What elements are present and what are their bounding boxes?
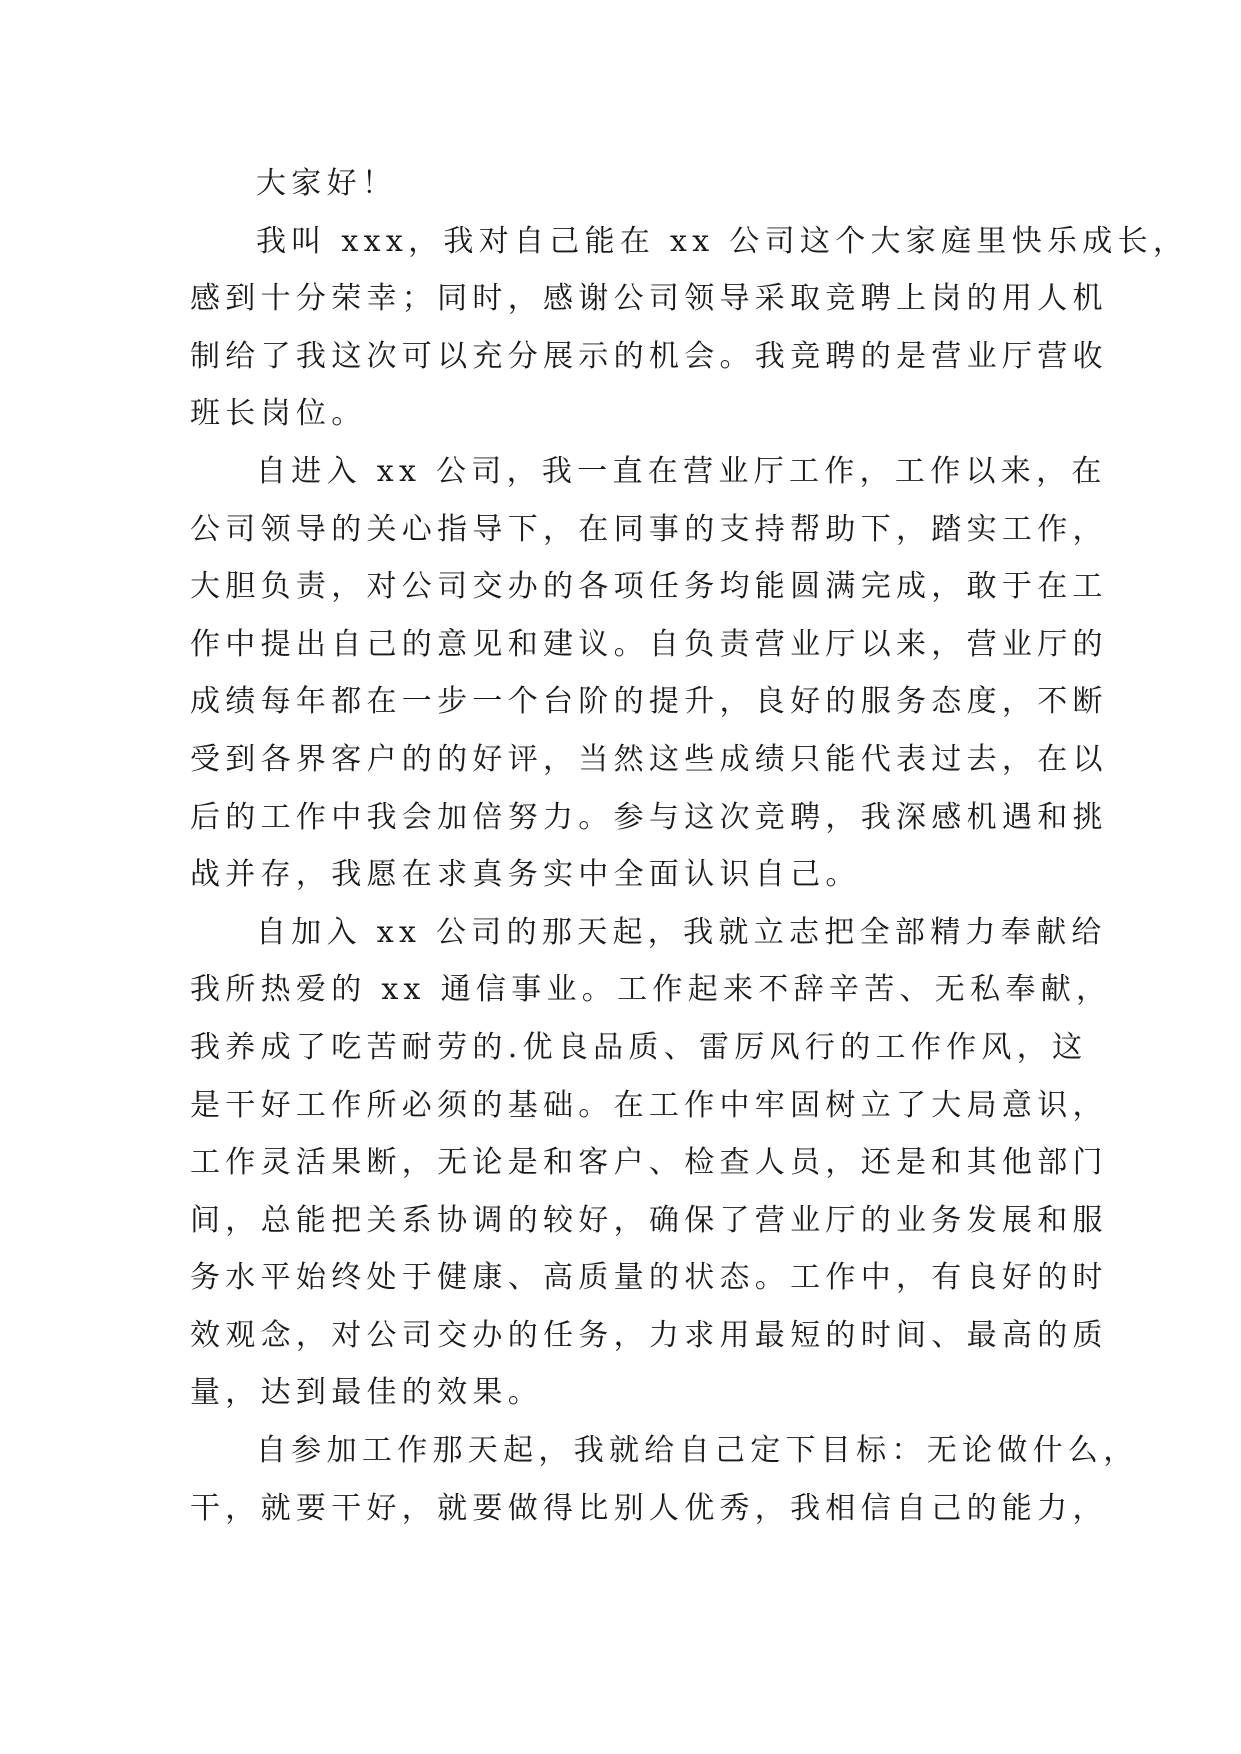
- paragraph-2-line: 自进入 xx 公司，我一直在营业厅工作，工作以来，在: [256, 453, 1107, 489]
- paragraph-1-line: 制给了我这次可以充分展示的机会。我竞聘的是营业厅营收: [190, 338, 1108, 374]
- paragraph-3-line: 务水平始终处于健康、高质量的状态。工作中，有良好的时: [190, 1260, 1108, 1296]
- paragraph-2-line: 战并存，我愿在求真务实中全面认识自己。: [190, 857, 861, 893]
- paragraph-1-line: 我叫 xxx，我对自己能在 xx 公司这个大家庭里快乐成长，: [256, 223, 1189, 259]
- greeting-line: 大家好！: [256, 166, 398, 201]
- paragraph-3-line: 效观念，对公司交办的任务，力求用最短的时间、最高的质: [190, 1317, 1108, 1353]
- paragraph-3-line: 间，总能把关系协调的较好，确保了营业厅的业务发展和服: [190, 1202, 1108, 1238]
- paragraph-2-line: 作中提出自己的意见和建议。自负责营业厅以来，营业厅的: [190, 626, 1108, 662]
- paragraph-1-line: 感到十分荣幸；同时，感谢公司领导采取竞聘上岗的用人机: [190, 281, 1108, 317]
- paragraph-2-line: 成绩每年都在一步一个台阶的提升，良好的服务态度，不断: [190, 684, 1108, 720]
- paragraph-2-line: 后的工作中我会加倍努力。参与这次竞聘，我深感机遇和挑: [190, 799, 1108, 835]
- paragraph-3-line: 我所热爱的 xx 通信事业。工作起来不辞辛苦、无私奉献，: [190, 972, 1112, 1008]
- paragraph-3-line: 我养成了吃苦耐劳的.优良品质、雷厉风行的工作作风，这: [190, 1029, 1088, 1065]
- paragraph-4-line: 干，就要干好，就要做得比别人优秀，我相信自己的能力，: [190, 1490, 1108, 1526]
- document-body: [190, 155, 1189, 1537]
- paragraph-4-line: 自参加工作那天起，我就给自己定下目标：无论做什么，: [256, 1433, 1139, 1469]
- paragraph-2-line: 受到各界客户的的好评，当然这些成绩只能代表过去，在以: [190, 741, 1108, 777]
- paragraph-3-line: 自加入 xx 公司的那天起，我就立志把全部精力奉献给: [256, 914, 1107, 950]
- paragraph-3-line: 量，达到最佳的效果。: [190, 1375, 543, 1411]
- paragraph-3-line: 工作灵活果断，无论是和客户、检查人员，还是和其他部门: [190, 1145, 1108, 1181]
- paragraph-2-line: 大胆负责，对公司交办的各项任务均能圆满完成，敢于在工: [190, 569, 1108, 605]
- paragraph-2-line: 公司领导的关心指导下，在同事的支持帮助下，踏实工作，: [190, 511, 1108, 547]
- paragraph-1-line: 班长岗位。: [190, 396, 367, 432]
- paragraph-3-line: 是干好工作所必须的基础。在工作中牢固树立了大局意识，: [190, 1087, 1108, 1123]
